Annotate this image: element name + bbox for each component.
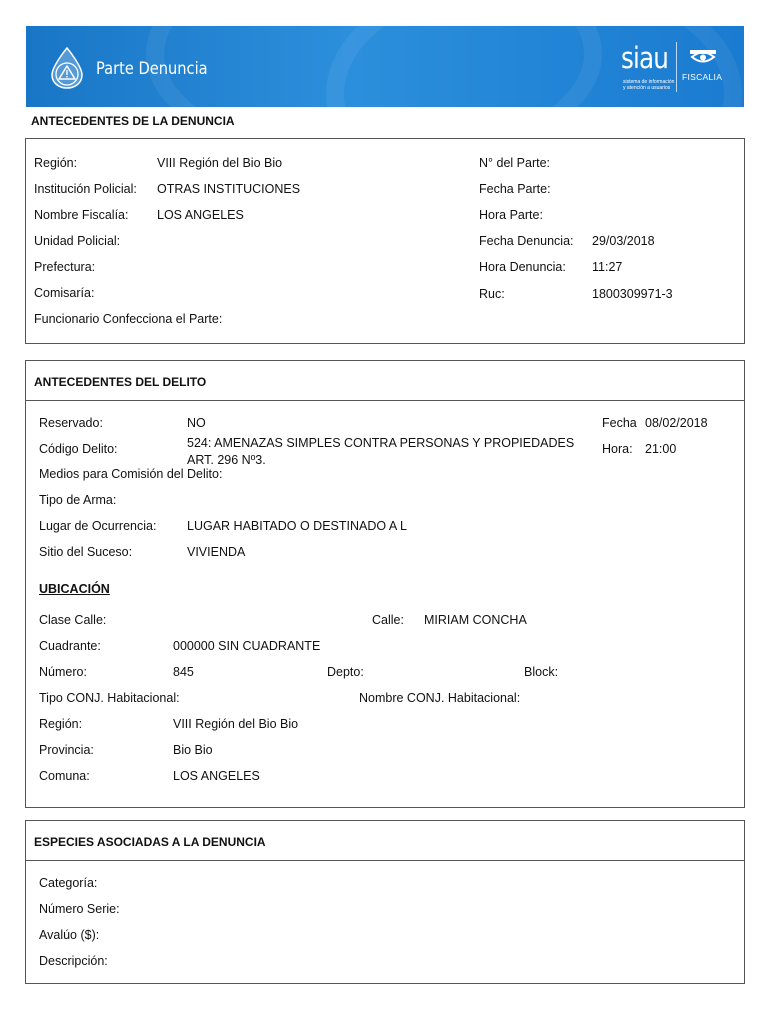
field-value: NO — [187, 416, 206, 430]
field-label: Región: — [39, 717, 83, 731]
field-label: Región: — [34, 156, 78, 170]
field-label: Calle: — [372, 613, 404, 627]
warning-drop-icon — [48, 46, 86, 90]
especies-box — [25, 820, 745, 984]
field-label: Clase Calle: — [39, 613, 107, 627]
field-value: VIII Región del Bio Bio — [157, 156, 283, 170]
field-value: LUGAR HABITADO O DESTINADO A L — [187, 519, 407, 533]
field-value: 524: AMENAZAS SIMPLES CONTRA PERSONAS Y PROPIEDADES — [187, 436, 575, 450]
field-value: LOS ANGELES — [157, 208, 244, 222]
fiscalia-logo-text: FISCALIA — [682, 72, 723, 82]
delito-header — [26, 361, 744, 401]
field-label: Provincia: — [39, 743, 94, 757]
field-value: 08/02/2018 — [645, 416, 708, 430]
field-label: Fecha Denuncia: — [479, 234, 574, 248]
field-label: Hora: — [602, 442, 633, 456]
field-label: Depto: — [327, 665, 364, 679]
siau-logo: siau — [621, 41, 669, 75]
section-heading-denuncia: ANTECEDENTES DE LA DENUNCIA — [31, 114, 235, 128]
header-banner — [26, 26, 744, 107]
field-label: Fecha — [602, 416, 637, 430]
field-label: Categoría: — [39, 876, 98, 890]
field-label: Reservado: — [39, 416, 103, 430]
section-heading-especies: ESPECIES ASOCIADAS A LA DENUNCIA — [34, 835, 266, 849]
field-value: VIII Región del Bio Bio — [173, 717, 299, 731]
delito-box — [25, 360, 745, 808]
field-label: Nombre Fiscalía: — [34, 208, 129, 222]
field-value: LOS ANGELES — [173, 769, 260, 783]
field-value: 21:00 — [645, 442, 677, 456]
field-label: Número: — [39, 665, 87, 679]
logo-divider — [676, 42, 677, 92]
field-value: 1800309971-3 — [592, 287, 673, 301]
field-label: Hora Denuncia: — [479, 260, 566, 274]
field-label: Cuadrante: — [39, 639, 101, 653]
field-value: 11:27 — [592, 260, 623, 274]
field-value: 000000 SIN CUADRANTE — [173, 639, 321, 653]
field-label: Institución Policial: — [34, 182, 137, 196]
field-label: Lugar de Ocurrencia: — [39, 519, 157, 533]
field-label: Fecha Parte: — [479, 182, 551, 196]
field-label: Block: — [524, 665, 559, 679]
field-label: Hora Parte: — [479, 208, 543, 222]
field-value: MIRIAM CONCHA — [424, 613, 527, 627]
field-label: Descripción: — [39, 954, 108, 968]
field-label: Medios para Comisión del Delito: — [39, 467, 223, 481]
field-label: Unidad Policial: — [34, 234, 121, 248]
field-value: Bio Bio — [173, 743, 213, 757]
banner-decoration — [326, 26, 742, 107]
field-value: OTRAS INSTITUCIONES — [157, 182, 301, 196]
siau-subtitle — [623, 79, 674, 91]
field-value: 29/03/2018 — [592, 234, 655, 248]
field-label: N° del Parte: — [479, 156, 551, 170]
field-label: Comuna: — [39, 769, 90, 783]
field-value: 845 — [173, 665, 194, 679]
field-label: Comisaría: — [34, 286, 95, 300]
field-label: Tipo CONJ. Habitacional: — [39, 691, 180, 705]
ubicacion-heading: UBICACIÓN — [39, 582, 110, 596]
field-label: Nombre CONJ. Habitacional: — [359, 691, 521, 705]
field-label: Prefectura: — [34, 260, 96, 274]
field-label: Sitio del Suceso: — [39, 545, 133, 559]
field-value: VIVIENDA — [187, 545, 246, 559]
page-title: Parte Denuncia — [96, 59, 208, 79]
field-value: ART. 296 Nº3. — [187, 453, 266, 467]
field-label: Número Serie: — [39, 902, 120, 916]
fiscalia-eye-icon — [688, 46, 718, 68]
siau-subtitle-line: sistema de información — [623, 79, 675, 85]
field-label: Código Delito: — [39, 442, 118, 456]
siau-subtitle-line: y atención a usuarios — [623, 85, 671, 91]
field-label: Funcionario Confecciona el Parte: — [34, 312, 223, 326]
field-label: Ruc: — [479, 287, 505, 301]
field-label: Tipo de Arma: — [39, 493, 117, 507]
field-label: Avalúo ($): — [39, 928, 100, 942]
denuncia-box — [25, 138, 745, 344]
especies-header — [26, 821, 744, 861]
section-heading-delito: ANTECEDENTES DEL DELITO — [34, 375, 207, 389]
